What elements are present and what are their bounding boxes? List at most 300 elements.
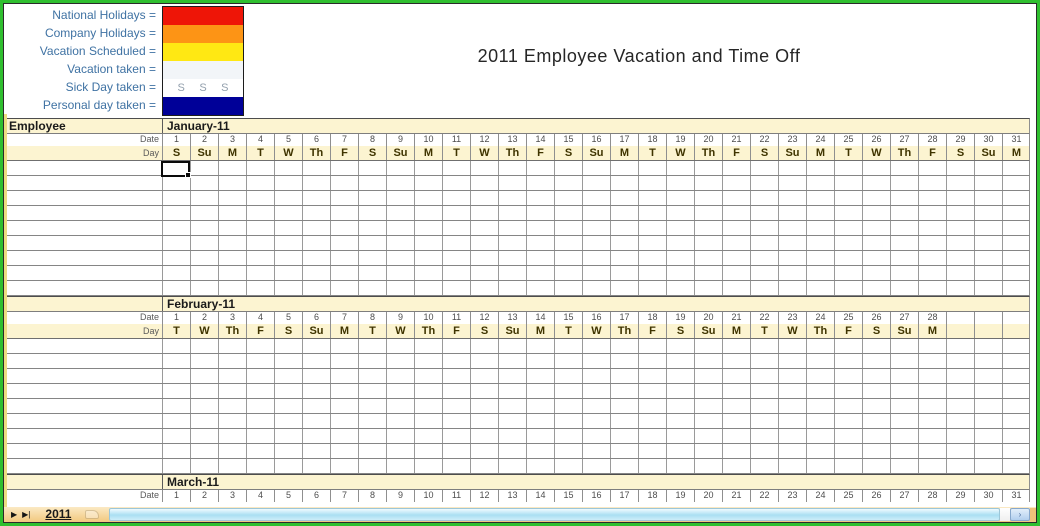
date-cell[interactable]: 31 [1002, 490, 1030, 502]
grid-cell[interactable] [414, 444, 442, 458]
grid-cell[interactable] [442, 399, 470, 413]
grid-cell[interactable] [750, 429, 778, 443]
grid-cell[interactable] [1002, 281, 1030, 295]
day-cell[interactable]: M [1002, 146, 1030, 160]
grid-cell[interactable] [890, 266, 918, 280]
date-cell[interactable] [974, 312, 1002, 324]
grid-cell[interactable] [162, 339, 190, 353]
grid-cell[interactable] [470, 191, 498, 205]
grid-cell[interactable] [722, 221, 750, 235]
grid-cell[interactable] [190, 266, 218, 280]
grid-cell[interactable] [302, 176, 330, 190]
grid-cell[interactable] [302, 384, 330, 398]
day-cell[interactable]: M [414, 146, 442, 160]
grid-cell[interactable] [190, 281, 218, 295]
date-cell[interactable]: 21 [722, 490, 750, 502]
grid-cell[interactable] [778, 206, 806, 220]
grid-cell[interactable] [330, 384, 358, 398]
grid-cell[interactable] [638, 414, 666, 428]
grid-cell[interactable] [554, 251, 582, 265]
grid-cell[interactable] [806, 176, 834, 190]
grid-cell[interactable] [750, 459, 778, 473]
grid-cell[interactable] [470, 221, 498, 235]
grid-cell[interactable] [358, 191, 386, 205]
grid-cell[interactable] [694, 251, 722, 265]
grid-cell[interactable] [274, 429, 302, 443]
grid-cell[interactable] [358, 459, 386, 473]
grid-cell[interactable] [806, 236, 834, 250]
employee-name-cell[interactable] [4, 399, 162, 413]
date-cell[interactable] [1002, 312, 1030, 324]
grid-cell[interactable] [470, 354, 498, 368]
grid-cell[interactable] [862, 251, 890, 265]
date-cell[interactable]: 15 [554, 134, 582, 146]
date-cell[interactable]: 7 [330, 490, 358, 502]
grid-cell[interactable] [890, 339, 918, 353]
grid-cell[interactable] [946, 339, 974, 353]
day-cell[interactable]: M [526, 324, 554, 338]
grid-cell[interactable] [302, 429, 330, 443]
grid-cell[interactable] [190, 354, 218, 368]
grid-cell[interactable] [946, 399, 974, 413]
scrollbar-thumb[interactable] [109, 508, 1000, 521]
grid-cell[interactable] [190, 399, 218, 413]
grid-cell[interactable] [554, 414, 582, 428]
grid-cell[interactable] [890, 384, 918, 398]
grid-cell[interactable] [610, 251, 638, 265]
grid-cell[interactable] [218, 221, 246, 235]
grid-cell[interactable] [330, 444, 358, 458]
grid-cell[interactable] [414, 161, 442, 175]
grid-cell[interactable] [750, 444, 778, 458]
grid-cell[interactable] [302, 399, 330, 413]
grid-cell[interactable] [890, 161, 918, 175]
grid-cell[interactable] [638, 161, 666, 175]
day-cell[interactable]: T [750, 324, 778, 338]
grid-cell[interactable] [974, 281, 1002, 295]
grid-cell[interactable] [750, 399, 778, 413]
grid-cell[interactable] [302, 459, 330, 473]
date-cell[interactable]: 28 [918, 134, 946, 146]
grid-cell[interactable] [974, 414, 1002, 428]
grid-cell[interactable] [610, 281, 638, 295]
grid-cell[interactable] [246, 281, 274, 295]
date-cell[interactable]: 5 [274, 134, 302, 146]
date-cell[interactable]: 27 [890, 312, 918, 324]
grid-cell[interactable] [806, 266, 834, 280]
grid-cell[interactable] [526, 354, 554, 368]
grid-cell[interactable] [806, 444, 834, 458]
grid-cell[interactable] [274, 354, 302, 368]
grid-cell[interactable] [414, 191, 442, 205]
grid-cell[interactable] [554, 281, 582, 295]
date-cell[interactable]: 5 [274, 312, 302, 324]
date-cell[interactable]: 5 [274, 490, 302, 502]
grid-cell[interactable] [218, 339, 246, 353]
grid-cell[interactable] [610, 266, 638, 280]
grid-cell[interactable] [526, 251, 554, 265]
grid-cell[interactable] [974, 399, 1002, 413]
grid-cell[interactable] [302, 221, 330, 235]
grid-cell[interactable] [974, 369, 1002, 383]
grid-cell[interactable] [1002, 266, 1030, 280]
date-cell[interactable]: 6 [302, 134, 330, 146]
grid-cell[interactable] [890, 354, 918, 368]
grid-cell[interactable] [834, 206, 862, 220]
grid-cell[interactable] [1002, 221, 1030, 235]
grid-cell[interactable] [190, 414, 218, 428]
day-cell[interactable]: F [442, 324, 470, 338]
date-cell[interactable]: 14 [526, 134, 554, 146]
grid-cell[interactable] [638, 221, 666, 235]
day-cell[interactable]: Su [778, 146, 806, 160]
grid-cell[interactable] [162, 266, 190, 280]
grid-cell[interactable] [526, 176, 554, 190]
grid-cell[interactable] [918, 399, 946, 413]
grid-cell[interactable] [1002, 191, 1030, 205]
grid-cell[interactable] [946, 444, 974, 458]
day-cell[interactable]: W [470, 146, 498, 160]
grid-cell[interactable] [946, 384, 974, 398]
grid-cell[interactable] [442, 266, 470, 280]
date-cell[interactable]: 8 [358, 490, 386, 502]
grid-cell[interactable] [1002, 161, 1030, 175]
grid-cell[interactable] [554, 444, 582, 458]
grid-cell[interactable] [582, 414, 610, 428]
grid-cell[interactable] [498, 414, 526, 428]
day-cell[interactable]: Su [582, 146, 610, 160]
grid-cell[interactable] [610, 236, 638, 250]
grid-cell[interactable] [722, 444, 750, 458]
day-cell[interactable]: W [274, 146, 302, 160]
day-cell[interactable] [974, 324, 1002, 338]
grid-cell[interactable] [162, 206, 190, 220]
day-cell[interactable]: F [834, 324, 862, 338]
date-cell[interactable]: 16 [582, 490, 610, 502]
grid-cell[interactable] [694, 191, 722, 205]
grid-cell[interactable] [358, 161, 386, 175]
grid-cell[interactable] [386, 281, 414, 295]
grid-cell[interactable] [750, 251, 778, 265]
grid-cell[interactable] [162, 459, 190, 473]
grid-cell[interactable] [414, 176, 442, 190]
grid-cell[interactable] [890, 221, 918, 235]
date-cell[interactable]: 28 [918, 490, 946, 502]
grid-cell[interactable] [1002, 354, 1030, 368]
grid-cell[interactable] [358, 399, 386, 413]
grid-cell[interactable] [162, 236, 190, 250]
day-cell[interactable]: T [638, 146, 666, 160]
grid-cell[interactable] [638, 459, 666, 473]
day-cell[interactable]: S [470, 324, 498, 338]
grid-cell[interactable] [722, 176, 750, 190]
grid-cell[interactable] [386, 414, 414, 428]
grid-cell[interactable] [582, 369, 610, 383]
grid-cell[interactable] [722, 399, 750, 413]
grid-cell[interactable] [946, 369, 974, 383]
day-cell[interactable]: T [358, 324, 386, 338]
grid-cell[interactable] [470, 429, 498, 443]
grid-cell[interactable] [974, 339, 1002, 353]
grid-cell[interactable] [946, 161, 974, 175]
grid-cell[interactable] [526, 236, 554, 250]
employee-name-cell[interactable] [4, 384, 162, 398]
grid-cell[interactable] [330, 369, 358, 383]
date-cell[interactable]: 13 [498, 312, 526, 324]
date-cell[interactable]: 12 [470, 312, 498, 324]
grid-cell[interactable] [778, 176, 806, 190]
employee-name-cell[interactable] [4, 414, 162, 428]
grid-cell[interactable] [442, 414, 470, 428]
grid-cell[interactable] [610, 191, 638, 205]
day-cell[interactable] [946, 324, 974, 338]
grid-cell[interactable] [806, 281, 834, 295]
grid-cell[interactable] [834, 191, 862, 205]
grid-cell[interactable] [414, 369, 442, 383]
grid-cell[interactable] [638, 369, 666, 383]
employee-name-cell[interactable] [4, 251, 162, 265]
date-cell[interactable]: 15 [554, 312, 582, 324]
grid-cell[interactable] [442, 444, 470, 458]
grid-cell[interactable] [974, 251, 1002, 265]
grid-cell[interactable] [918, 221, 946, 235]
grid-cell[interactable] [582, 176, 610, 190]
grid-cell[interactable] [554, 459, 582, 473]
grid-cell[interactable] [414, 339, 442, 353]
grid-cell[interactable] [498, 251, 526, 265]
grid-cell[interactable] [218, 281, 246, 295]
grid-cell[interactable] [1002, 369, 1030, 383]
grid-cell[interactable] [750, 384, 778, 398]
day-cell[interactable]: S [862, 324, 890, 338]
grid-cell[interactable] [302, 266, 330, 280]
grid-cell[interactable] [470, 384, 498, 398]
date-cell[interactable]: 26 [862, 134, 890, 146]
grid-cell[interactable] [1002, 459, 1030, 473]
grid-cell[interactable] [470, 414, 498, 428]
grid-cell[interactable] [498, 369, 526, 383]
grid-cell[interactable] [554, 339, 582, 353]
grid-cell[interactable] [862, 236, 890, 250]
grid-cell[interactable] [190, 444, 218, 458]
date-cell[interactable]: 9 [386, 490, 414, 502]
grid-cell[interactable] [610, 161, 638, 175]
grid-cell[interactable] [442, 221, 470, 235]
grid-cell[interactable] [918, 414, 946, 428]
grid-cell[interactable] [582, 251, 610, 265]
grid-cell[interactable] [330, 236, 358, 250]
grid-cell[interactable] [526, 266, 554, 280]
grid-cell[interactable] [246, 161, 274, 175]
grid-cell[interactable] [582, 236, 610, 250]
grid-cell[interactable] [582, 339, 610, 353]
grid-cell[interactable] [246, 429, 274, 443]
grid-cell[interactable] [722, 384, 750, 398]
grid-cell[interactable] [218, 414, 246, 428]
date-cell[interactable] [946, 312, 974, 324]
grid-cell[interactable] [1002, 414, 1030, 428]
grid-cell[interactable] [666, 206, 694, 220]
grid-cell[interactable] [694, 369, 722, 383]
grid-cell[interactable] [302, 414, 330, 428]
grid-cell[interactable] [946, 191, 974, 205]
day-cell[interactable]: F [722, 146, 750, 160]
grid-cell[interactable] [610, 444, 638, 458]
grid-cell[interactable] [582, 221, 610, 235]
grid-cell[interactable] [470, 339, 498, 353]
grid-cell[interactable] [358, 429, 386, 443]
date-cell[interactable]: 18 [638, 134, 666, 146]
grid-cell[interactable] [414, 399, 442, 413]
date-cell[interactable]: 10 [414, 312, 442, 324]
grid-cell[interactable] [778, 384, 806, 398]
grid-cell[interactable] [862, 266, 890, 280]
grid-cell[interactable] [722, 236, 750, 250]
grid-cell[interactable] [778, 339, 806, 353]
grid-cell[interactable] [274, 369, 302, 383]
date-cell[interactable]: 23 [778, 312, 806, 324]
grid-cell[interactable] [442, 281, 470, 295]
grid-cell[interactable] [190, 161, 218, 175]
employee-name-cell[interactable] [4, 191, 162, 205]
grid-cell[interactable] [470, 266, 498, 280]
grid-cell[interactable] [974, 354, 1002, 368]
grid-cell[interactable] [554, 369, 582, 383]
grid-cell[interactable] [274, 221, 302, 235]
date-cell[interactable]: 20 [694, 490, 722, 502]
grid-cell[interactable] [386, 444, 414, 458]
grid-cell[interactable] [246, 251, 274, 265]
grid-cell[interactable] [918, 339, 946, 353]
grid-cell[interactable] [778, 251, 806, 265]
day-cell[interactable]: T [834, 146, 862, 160]
date-cell[interactable]: 15 [554, 490, 582, 502]
date-cell[interactable]: 3 [218, 312, 246, 324]
date-cell[interactable]: 31 [1002, 134, 1030, 146]
grid-cell[interactable] [582, 444, 610, 458]
employee-name-cell[interactable] [4, 459, 162, 473]
grid-cell[interactable] [806, 161, 834, 175]
day-cell[interactable]: S [554, 146, 582, 160]
grid-cell[interactable] [638, 281, 666, 295]
grid-cell[interactable] [358, 281, 386, 295]
employee-name-cell[interactable] [4, 236, 162, 250]
grid-cell[interactable] [190, 206, 218, 220]
grid-cell[interactable] [190, 339, 218, 353]
grid-cell[interactable] [750, 206, 778, 220]
grid-cell[interactable] [274, 339, 302, 353]
grid-cell[interactable] [666, 191, 694, 205]
date-cell[interactable]: 20 [694, 312, 722, 324]
grid-cell[interactable] [246, 221, 274, 235]
grid-cell[interactable] [890, 414, 918, 428]
date-cell[interactable]: 29 [946, 490, 974, 502]
grid-cell[interactable] [386, 251, 414, 265]
grid-cell[interactable] [330, 399, 358, 413]
grid-cell[interactable] [1002, 399, 1030, 413]
date-cell[interactable]: 9 [386, 134, 414, 146]
grid-cell[interactable] [862, 369, 890, 383]
grid-cell[interactable] [330, 206, 358, 220]
grid-cell[interactable] [862, 176, 890, 190]
grid-cell[interactable] [722, 266, 750, 280]
grid-cell[interactable] [190, 236, 218, 250]
grid-cell[interactable] [694, 176, 722, 190]
grid-cell[interactable] [218, 354, 246, 368]
grid-cell[interactable] [246, 236, 274, 250]
day-cell[interactable]: W [778, 324, 806, 338]
grid-cell[interactable] [526, 191, 554, 205]
grid-cell[interactable] [302, 191, 330, 205]
grid-cell[interactable] [806, 191, 834, 205]
grid-cell[interactable] [498, 266, 526, 280]
grid-cell[interactable] [554, 236, 582, 250]
date-cell[interactable]: 6 [302, 312, 330, 324]
grid-cell[interactable] [582, 399, 610, 413]
grid-cell[interactable] [806, 354, 834, 368]
grid-cell[interactable] [330, 339, 358, 353]
grid-cell[interactable] [498, 161, 526, 175]
grid-cell[interactable] [470, 176, 498, 190]
day-cell[interactable]: Su [190, 146, 218, 160]
grid-cell[interactable] [694, 384, 722, 398]
grid-cell[interactable] [162, 251, 190, 265]
grid-cell[interactable] [442, 459, 470, 473]
grid-cell[interactable] [1002, 236, 1030, 250]
date-cell[interactable]: 13 [498, 490, 526, 502]
grid-cell[interactable] [498, 384, 526, 398]
grid-cell[interactable] [834, 251, 862, 265]
grid-cell[interactable] [582, 384, 610, 398]
grid-cell[interactable] [554, 176, 582, 190]
grid-cell[interactable] [890, 281, 918, 295]
grid-cell[interactable] [162, 176, 190, 190]
grid-cell[interactable] [582, 191, 610, 205]
employee-name-cell[interactable] [4, 266, 162, 280]
grid-cell[interactable] [918, 161, 946, 175]
employee-name-cell[interactable] [4, 354, 162, 368]
grid-cell[interactable] [302, 236, 330, 250]
grid-cell[interactable] [526, 414, 554, 428]
grid-cell[interactable] [834, 384, 862, 398]
date-cell[interactable]: 2 [190, 312, 218, 324]
grid-cell[interactable] [498, 339, 526, 353]
grid-cell[interactable] [414, 429, 442, 443]
grid-cell[interactable] [638, 339, 666, 353]
grid-cell[interactable] [918, 236, 946, 250]
grid-cell[interactable] [638, 266, 666, 280]
grid-cell[interactable] [806, 429, 834, 443]
grid-cell[interactable] [554, 161, 582, 175]
grid-cell[interactable] [302, 251, 330, 265]
day-cell[interactable]: Th [498, 146, 526, 160]
grid-cell[interactable] [778, 221, 806, 235]
grid-cell[interactable] [862, 339, 890, 353]
grid-cell[interactable] [386, 266, 414, 280]
date-cell[interactable]: 24 [806, 134, 834, 146]
grid-cell[interactable] [778, 281, 806, 295]
grid-cell[interactable] [274, 281, 302, 295]
grid-cell[interactable] [946, 459, 974, 473]
date-cell[interactable]: 25 [834, 312, 862, 324]
grid-cell[interactable] [274, 236, 302, 250]
grid-cell[interactable] [694, 399, 722, 413]
grid-cell[interactable] [554, 399, 582, 413]
grid-cell[interactable] [302, 161, 330, 175]
grid-cell[interactable] [834, 444, 862, 458]
tab-last-icon[interactable]: ▶| [22, 510, 31, 519]
grid-cell[interactable] [890, 429, 918, 443]
